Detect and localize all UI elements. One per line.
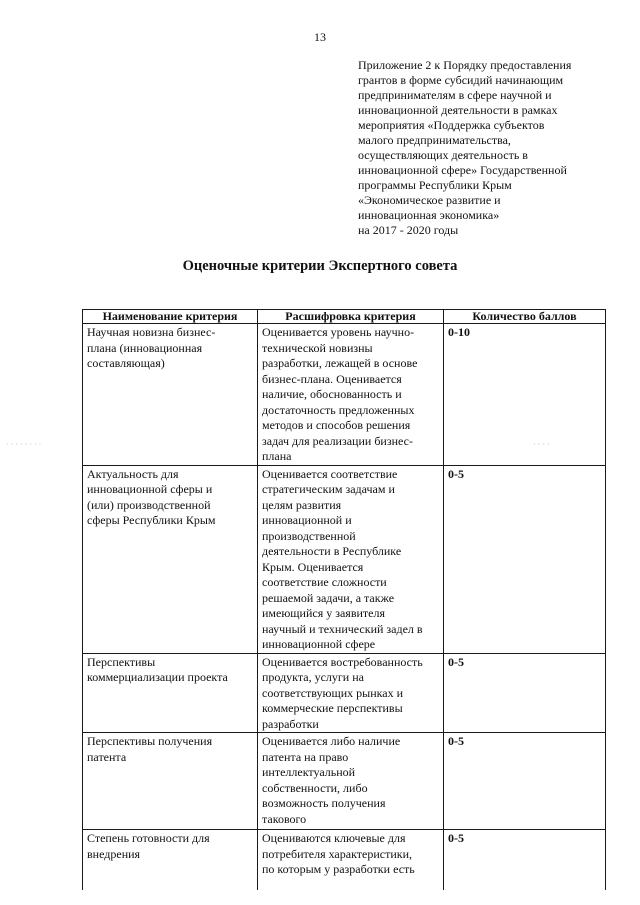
- appendix-line: грантов в форме субсидий начинающим: [358, 73, 564, 87]
- appendix-line: мероприятия «Поддержка субъектов: [358, 118, 545, 132]
- criterion-description-line: патента на право: [262, 749, 349, 764]
- criterion-description-line: инновационной и: [262, 513, 352, 527]
- criterion-name-line: внедрения: [87, 846, 141, 861]
- criterion-description-line: интеллектуальной: [262, 765, 356, 779]
- criterion-description-cell: [258, 653, 444, 733]
- criterion-name-cell: [83, 324, 258, 466]
- criterion-description-line: Оценивается востребованность: [262, 654, 423, 669]
- header-criterion-name: Наименование критерия: [83, 310, 258, 324]
- criterion-name-line: сферы Республики Крым: [87, 513, 216, 527]
- scan-artifact: · · · · · · · ·: [6, 440, 42, 449]
- criterion-description-line: возможность получения: [262, 796, 386, 810]
- criterion-description-line: Оценивается либо наличие: [262, 734, 401, 748]
- appendix-line: инновационной сфере» Государственной: [358, 163, 567, 177]
- appendix-line: на 2017 - 2020 годы: [358, 223, 459, 237]
- score-cell: 0-5: [444, 653, 606, 733]
- criterion-name-line: Актуальность для: [87, 466, 179, 481]
- appendix-note: [358, 58, 618, 238]
- criterion-description-line: собственности, либо: [262, 780, 368, 795]
- score-cell: 0-10: [444, 324, 606, 466]
- criterion-name-line: Степень готовности для: [87, 831, 210, 845]
- score-cell: 0-5: [444, 830, 606, 890]
- criterion-name-line: составляющая): [87, 356, 165, 370]
- appendix-line: программы Республики Крым: [358, 178, 512, 192]
- criterion-description-line: решаемой задачи, а также: [262, 590, 395, 605]
- criterion-description-line: плана: [262, 449, 292, 463]
- scan-artifact: · · · ·: [533, 440, 550, 449]
- criterion-name-line: инновационной сферы и: [87, 482, 213, 496]
- table-header-row: [83, 310, 606, 324]
- criterion-description-cell: [258, 324, 444, 466]
- criterion-name-line: Перспективы: [87, 654, 156, 669]
- criterion-description-line: технической новизны: [262, 340, 373, 355]
- criterion-description-line: научный и технический задел в: [262, 621, 423, 636]
- criterion-description-line: достаточность предложенных: [262, 402, 415, 417]
- criterion-description-line: методов и способов решения: [262, 418, 411, 432]
- table-row: [83, 830, 606, 890]
- criterion-description-line: стратегическим задачам и: [262, 482, 395, 496]
- criterion-description-line: соответствие сложности: [262, 575, 387, 589]
- header-score: Количество баллов: [444, 310, 606, 324]
- criterion-name-line: плана (инновационная: [87, 340, 203, 355]
- criterion-description-line: бизнес-плана. Оценивается: [262, 371, 402, 386]
- table-row: [83, 324, 606, 466]
- criterion-name-line: Перспективы получения: [87, 734, 213, 748]
- criterion-description-line: задач для реализации бизнес-: [262, 433, 413, 448]
- appendix-line: малого предпринимательства,: [358, 133, 511, 147]
- criterion-description-line: потребителя характеристики,: [262, 846, 412, 861]
- criterion-description-line: Оценивается уровень научно-: [262, 325, 415, 339]
- score-cell: 0-5: [444, 733, 606, 830]
- criterion-description-line: Оценивается соответствие: [262, 466, 398, 481]
- criterion-description-cell: [258, 830, 444, 890]
- appendix-line: «Экономическое развитие и: [358, 193, 501, 207]
- criterion-name-line: патента: [87, 749, 127, 764]
- criterion-description-line: имеющийся у заявителя: [262, 606, 385, 620]
- page-number: 13: [314, 30, 326, 44]
- criterion-description-line: соответствующих рынках и: [262, 685, 404, 700]
- criterion-description-cell: [258, 465, 444, 653]
- criterion-description-line: по которым у разработки есть: [262, 862, 415, 876]
- criterion-name-line: Научная новизна бизнес-: [87, 325, 216, 339]
- criterion-description-line: разработки, лежащей в основе: [262, 356, 418, 370]
- criterion-description-line: разработки: [262, 716, 319, 731]
- document-title: Оценочные критерии Экспертного совета: [182, 258, 458, 274]
- appendix-line: инновационная экономика»: [358, 208, 500, 222]
- criterion-description-line: целям развития: [262, 497, 342, 512]
- criterion-name-line: коммерциализации проекта: [87, 670, 228, 684]
- criterion-description-line: инновационной сфере: [262, 637, 376, 651]
- criterion-name-cell: [83, 465, 258, 653]
- criterion-name-cell: [83, 733, 258, 830]
- criterion-description-line: наличие, обоснованность и: [262, 387, 402, 401]
- criterion-description-line: производственной: [262, 528, 356, 543]
- criterion-name-cell: [83, 653, 258, 733]
- criterion-name-cell: [83, 830, 258, 890]
- appendix-line: инновационной деятельности в рамках: [358, 103, 558, 117]
- appendix-line: предпринимателям в сфере научной и: [358, 88, 552, 102]
- criteria-table: [82, 309, 606, 890]
- table-row: [83, 653, 606, 733]
- header-criterion-description: Расшифровка критерия: [258, 310, 444, 324]
- table-row: [83, 465, 606, 653]
- score-cell: 0-5: [444, 465, 606, 653]
- table-row: [83, 733, 606, 830]
- criterion-description-line: Оцениваются ключевые для: [262, 831, 406, 845]
- appendix-line: осуществляющих деятельность в: [358, 148, 528, 162]
- criterion-description-line: Крым. Оценивается: [262, 559, 364, 574]
- criterion-description-cell: [258, 733, 444, 830]
- criterion-description-line: коммерческие перспективы: [262, 701, 403, 715]
- criterion-description-line: продукта, услуги на: [262, 670, 364, 684]
- criterion-description-line: деятельности в Республике: [262, 544, 402, 558]
- criterion-name-line: (или) производственной: [87, 497, 211, 512]
- criterion-description-line: такового: [262, 811, 307, 826]
- appendix-line: Приложение 2 к Порядку предоставления: [358, 58, 572, 72]
